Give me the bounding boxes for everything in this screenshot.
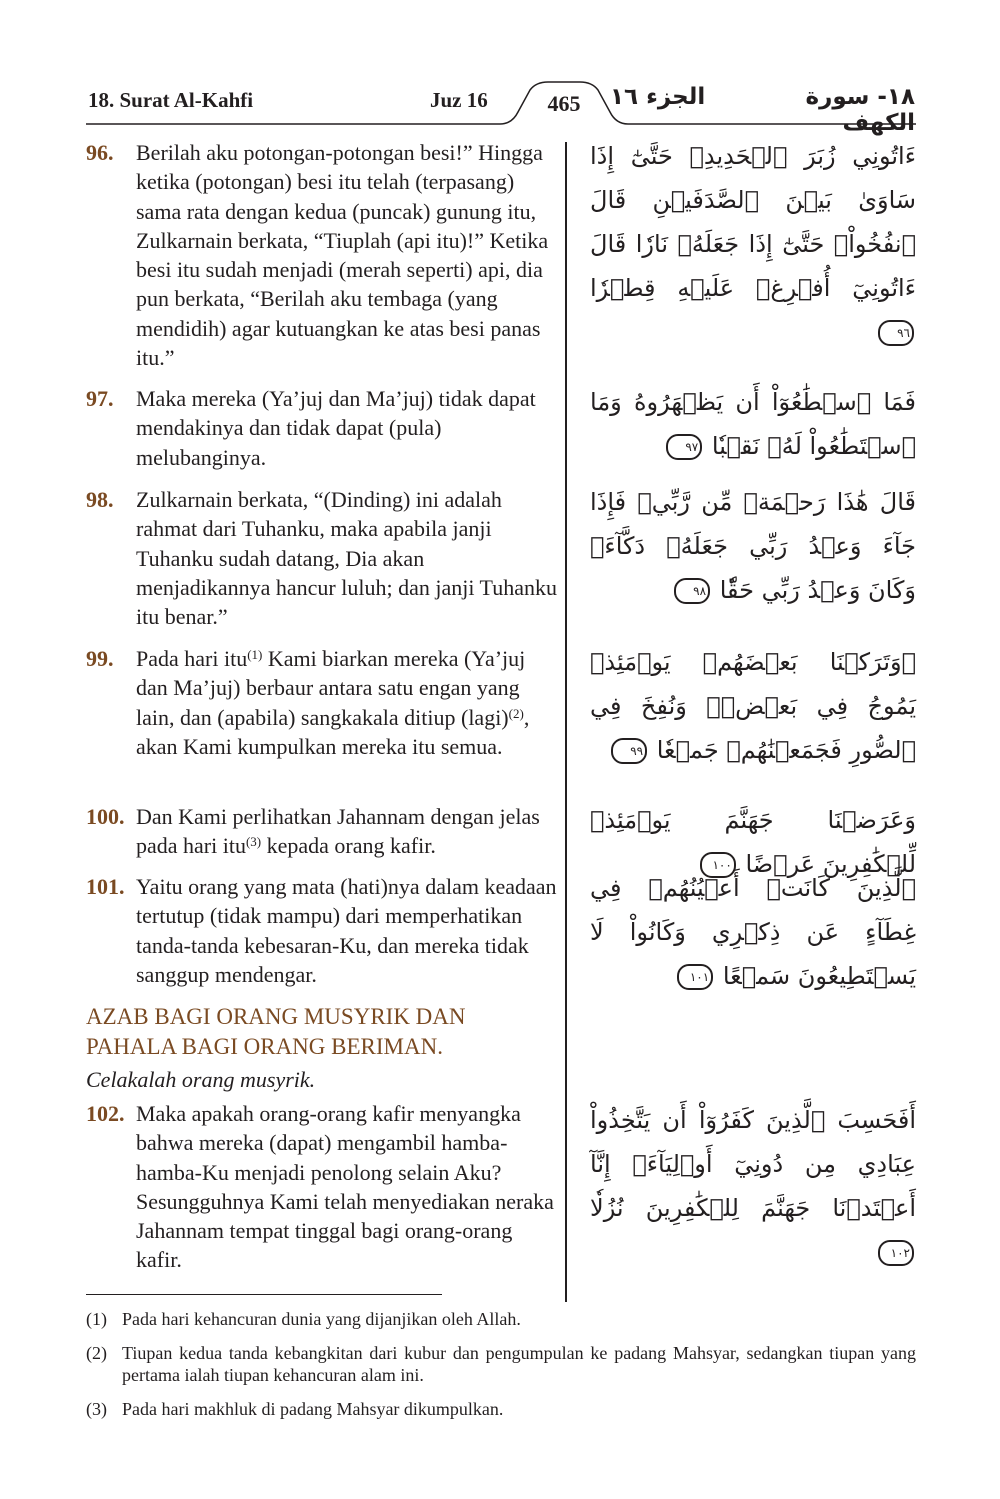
surah-title-latin: 18. Surat Al-Kahfi [88,88,254,112]
juz-label-arabic: الجزء ١٦ [610,84,706,110]
juz-label-latin: Juz 16 [430,88,488,112]
page-number: 465 [547,91,581,116]
arabic-text: قَالَ هَٰذَا رَحۡمَةٞ مِّن رَّبِّيۖ فَإِذَا جَآءَ وَعۡدُ رَبِّي جَعَلَهُۥ دَكَّآءَۖ وَكَانَ وَعۡدُ رَبِّي حَقّٗا [590,488,916,604]
footnote-text: Pada hari kehancuran dunia yang dijanjikan oleh Allah. [122,1309,521,1329]
verse-number: 97. [86,386,114,411]
footnote-ref[interactable]: (1) [247,647,263,662]
verse-text-part: kepada orang kafir. [261,833,436,859]
verse-96-translation [86,138,558,372]
verse-text-part: Pada hari itu [136,646,248,671]
section-subheading: Celakalah orang musyrik. [86,1067,316,1092]
verse-number: 101. [86,874,125,899]
footnote-label: (3) [86,1399,107,1419]
verse-text: Maka mereka (Ya’juj dan Ma’juj) tidak dapat mendakinya dan tidak dapat (pula) melubanginya. [136,386,536,470]
verse-text: Berilah aku potongan-potongan besi!” Hingga ketika (potongan) besi itu telah (terpasang) sama rata dengan kedua (puncak) gunung itu, Zulkarnain berkata, “Tiuplah (api itu)!” Ketika besi itu sudah menjadi (merah seperti) api, dia pun berkata, “Berilah aku tembaga (yang mendidih) agar kutuangkan ke atas besi panas itu.” [136,140,549,371]
section-heading: AZAB BAGI ORANG MUSYRIK DAN PAHALA BAGI ORANG BERIMAN. [86,1004,466,1059]
verse-number: 99. [86,646,114,671]
verse-100-translation [86,802,558,861]
arabic-text: ءَاتُونِي زُبَرَ ٱلۡحَدِيدِۖ حَتَّىٰٓ إِذَا سَاوَىٰ بَيۡنَ ٱلصَّدَفَيۡنِ قَالَ ٱنفُخُواْۖ حَتَّىٰٓ إِذَا جَعَلَهُۥ نَارٗا قَالَ ءَاتُونِيٓ أُفۡرِغۡ عَلَيۡهِ قِطۡرٗا [590,142,916,302]
verse-102-arabic [590,1098,916,1274]
arabic-text: ٱلَّذِينَ كَانَتۡ أَعۡيُنُهُمۡ فِي غِطَآءٍ عَن ذِكۡرِي وَكَانُواْ لَا يَسۡتَطِيعُونَ سَمۡعًا [590,874,916,990]
verse-text-part: Kami biarkan mereka (Ya’juj dan Ma’juj) berbaur antara satu engan yang lain, dan (apabila) sangkakala ditiup (lagi) [136,646,526,730]
verse-number: 100. [86,804,125,829]
footnote-text: Tiupan kedua tanda kebangkitan dari kubur dan pengumpulan ke padang Mahsyar, sedangkan tiupan yang pertama ialah tiupan kehancuran alam ini. [122,1343,916,1385]
footnote-text: Pada hari makhluk di padang Mahsyar dikumpulkan. [122,1399,504,1419]
verse-97-arabic [590,380,916,468]
arabic-text: ۞وَتَرَكۡنَا بَعۡضَهُمۡ يَوۡمَئِذٖ يَمُوجُ فِي بَعۡضٖۖ وَنُفِخَ فِي ٱلصُّورِ فَجَمَعۡنَٰهُمۡ جَمۡعٗا [590,648,916,764]
footnote-label: (1) [86,1309,107,1329]
verse-text [136,802,558,861]
column-divider [565,142,567,1302]
verse-98-translation [86,485,558,631]
ayah-number-marker: ١٠٢ [878,1240,914,1266]
verse-text [136,644,558,761]
verse-number: 102. [86,1101,125,1126]
verse-text: Zulkarnain berkata, “(Dinding) ini adalah rahmat dari Tuhanku, maka apabila janji Tuhanku sudah datang, Dia akan menjadikannya hancur luluh; dan janji Tuhanku itu benar.” [136,487,557,630]
verse-99-translation [86,644,558,761]
arabic-text: أَفَحَسِبَ ٱلَّذِينَ كَفَرُوٓاْ أَن يَتَّخِذُواْ عِبَادِي مِن دُونِيٓ أَوۡلِيَآءَۚ إِنَّآ أَعۡتَدۡنَا جَهَنَّمَ لِلۡكَٰفِرِينَ نُزُلٗا [590,1106,916,1222]
verse-text: Maka apakah orang-orang kafir menyangka bahwa mereka (dapat) mengambil hamba-hamba-Ku menjadi penolong selain Aku? Sesungguhnya Kami telah menyediakan neraka Jahannam tempat tinggal bagi orang-orang kafir. [136,1101,554,1273]
ayah-number-marker: ١٠١ [677,964,713,990]
verse-102-translation [86,1099,558,1275]
footnote-ref[interactable]: (2) [508,705,524,721]
verse-98-arabic [590,480,916,612]
verse-97-translation [86,384,558,472]
verse-text-part: Dan Kami perlihatkan Jahannam dengan jelas pada hari itu [136,804,540,859]
verse-96-arabic [590,134,916,354]
footnote-rule [86,1294,442,1295]
ayah-number-marker: ٩٦ [878,320,914,346]
footnote-3 [86,1398,916,1420]
ayah-number-marker: ٩٨ [674,578,710,604]
surah-title-arabic: ١٨- سورة الكهف [805,84,915,136]
footnote-ref[interactable]: (3) [245,834,262,850]
verse-text-part: , akan Kami kumpulkan mereka itu semua. [136,704,530,759]
ayah-number-marker: ٩٩ [611,738,647,764]
ayah-number-marker: ٩٧ [666,434,702,460]
arabic-text: فَمَا ٱسۡطَٰعُوٓاْ أَن يَظۡهَرُوهُ وَمَا ٱسۡتَطَٰعُواْ لَهُۥ نَقۡبٗا [590,388,916,460]
arabic-text: وَعَرَضۡنَا جَهَنَّمَ يَوۡمَئِذٖ لِّلۡكَٰفِرِينَ عَرۡضًا [590,806,916,878]
verse-99-arabic [590,640,916,772]
verse-number: 96. [86,140,114,165]
footnote-label: (2) [86,1343,107,1363]
verse-101-arabic [590,866,916,998]
verse-101-translation [86,872,558,989]
footnote-2 [86,1342,916,1386]
verse-number: 98. [86,487,114,512]
verse-text: Yaitu orang yang mata (hati)nya dalam keadaan tertutup (tidak mampu) dari memperhatikan tanda-tanda kebesaran-Ku, dan mereka tidak sanggup mendengar. [136,874,557,987]
ayah-number-marker: ١٠٠ [700,852,736,878]
footnote-1 [86,1308,916,1330]
